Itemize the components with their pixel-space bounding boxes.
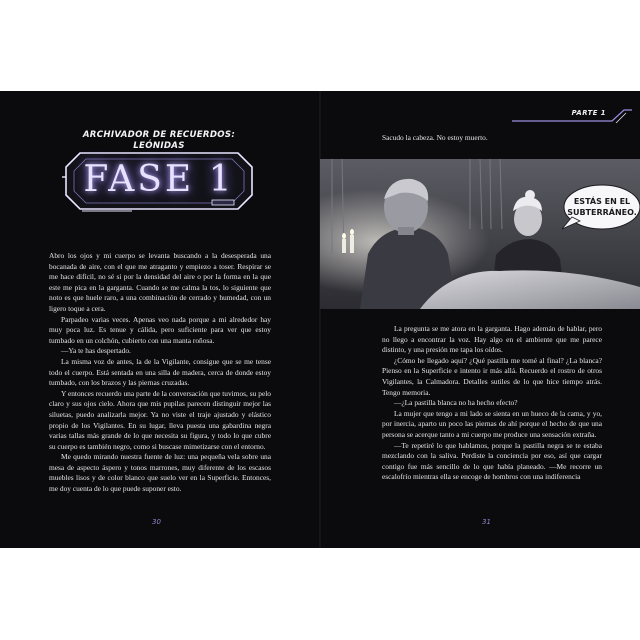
paragraph: Parpadeo varias veces. Apenas veo nada porque a mi alrededor hay muy poca luz. Es tenue y cálida, pero suficiente para ver que estoy tumbado en un colchón, cubierto con una manta roñosa. [49,314,271,345]
paragraph: —Ya te has despertado. [61,346,131,356]
book-spread [0,91,640,548]
left-page [0,91,320,548]
running-head: PARTE 1 [571,109,606,117]
phase-title: FASE 1 [83,159,235,200]
chapter-emblem [62,129,256,213]
paragraph: La misma voz de antes, la de la Vigilante, consigue que se me tense todo el cuerpo. Está sentada en una silla de madera, cerca de donde estoy tumbado, con los brazos y las piernas cruzadas. [49,356,271,388]
page-number-right: 31 [482,518,491,526]
right-body-text [382,324,602,483]
archive-title-line2: LEÓNIDAS [133,141,185,151]
scene-illustration [320,159,640,309]
speech-bubble-line2: SUBTERRÁNEO. [567,208,637,217]
paragraph: Me quedo mirando nuestra fuente de luz: una pequeña vela sobre una mesa de aspecto áspero y tonos marrones, muy diferente de los escasos muebles lisos y de color blanco que suelo ver en la Superficie. Entonces, me doy cuenta de lo que puede suponer esto. [49,452,271,494]
paragraph: La mujer que tengo a mi lado se sienta en un hueco de la cama, y yo, por inercia, aparto un poco las piernas de ahí porque el hecho de que una persona se acerque tanto a mi cuerpo me produce una sensación extraña. [382,408,602,439]
right-page [320,91,640,548]
paragraph: —¿La pastilla blanca no ha hecho efecto? [394,398,518,408]
speech-bubble-line1: ESTÁS EN EL [573,197,631,206]
paragraph: Abro los ojos y mi cuerpo se levanta buscando a la desesperada una bocanada de aire, con el que me atraganto y empiezo a toser. Respirar se me hace difícil, no sé si por la densidad del aire o por la forma en la que este me pica en la garganta. Cuando se me calma la tos, lo siguiente que noto es que huele raro, a una combinación de cerrado y humedad, con un ligero toque a cera. [49,251,271,313]
paragraph: Y entonces recuerdo una parte de la conversación que tuvimos, su pelo claro y sus ojos cielo. Ahora que mis pupilas parecen distinguir mejor las siluetas, puedo analizarla mejor. Ya no viste el traje ajustado y elástico propio de los Vigilantes. En su lugar, lleva puesta una gabardina negra varias tallas más grande de lo que necesita su figura, y todo lo que cubre su cuerpo es también negro, como si buscase mimetizarse con el entorno. [49,388,271,451]
archive-title-line1: ARCHIVADOR DE RECUERDOS: [82,130,236,140]
page-number-left: 30 [152,518,161,526]
left-body-text [49,251,271,495]
paragraph: ¿Cómo he llegado aquí? ¿Qué pastilla me tomé al final? ¿La blanca? Pienso en la Superficie e intento ir más allá. Recuerdo el rostro de otros Vigilantes, la Calmadora. Detalles sutiles de lo que hice tiempo atrás. Tengo memoria. [382,355,602,397]
paragraph: —Te repetiré lo que hablamos, porque la pastilla negra se te estaba mezclando con la saliva. Perdiste la conciencia por eso, así que cargar contigo fue más sencillo de lo que había planeado. —Me recorre un escalofrío mientras ella se encoge de hombros con una indiferencia [382,440,602,482]
archive-title [62,130,256,152]
paragraph: La pregunta se me atora en la garganta. Hago ademán de hablar, pero no llego a encontrar la voz. Hay algo en el ambiente que me parece distinto, y una presión me tapa los oídos. [382,324,602,355]
right-first-line: Sacudo la cabeza. No estoy muerto. [382,133,488,142]
